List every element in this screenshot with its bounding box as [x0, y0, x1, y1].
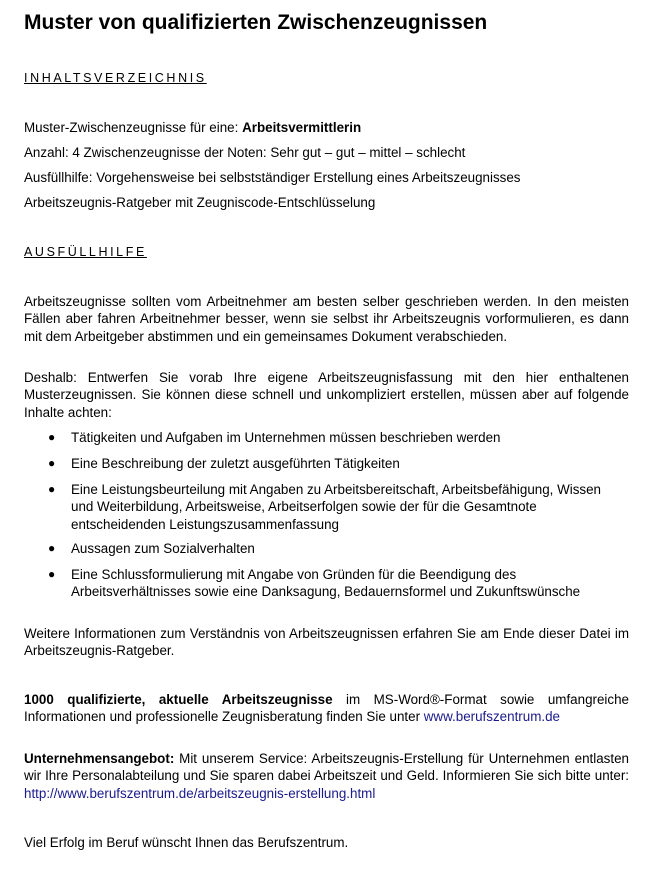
toc-line-profession-prefix: Muster-Zwischenzeugnisse für eine:: [24, 120, 243, 135]
offer-bold: 1000 qualifizierte, aktuelle Arbeitszeugnisse: [24, 692, 333, 707]
bullet-item: Eine Beschreibung der zuletzt ausgeführten Tätigkeiten: [71, 456, 400, 471]
bullet-marker: ●: [48, 430, 56, 444]
company-offer-paragraph: [24, 750, 629, 802]
toc-heading: INHALTSVERZEICHNIS: [24, 71, 207, 85]
help-paragraph-2: Deshalb: Entwerfen Sie vorab Ihre eigene Arbeitszeugnisfassung mit den hier enthaltenen Musterzeugnissen. Sie können diese schnell und unkompliziert erstellen, müssen aber auf folgende Inhalte achten:: [24, 370, 629, 420]
offer-text: im MS-Word®-Format sowie umfangreiche Informationen und professionelle Zeugnisberatung finden Sie unter: [24, 692, 629, 725]
toc-line-profession-bold: Arbeitsvermittlerin: [242, 120, 362, 135]
help-heading: AUSFÜLLHILFE: [24, 245, 147, 259]
document-title: Muster von qualifizierten Zwischenzeugnissen: [24, 11, 488, 34]
toc-line-count: Anzahl: 4 Zwischenzeugnisse der Noten: Sehr gut – gut – mittel – schlecht: [24, 145, 466, 160]
company-offer-text: Mit unserem Service: Arbeitszeugnis-Erstellung für Unternehmen entlasten wir Ihre Personalabteilung und Sie sparen dabei Arbeitszeit und Geld. Informieren Sie sich bitte unter:: [24, 751, 629, 784]
bullet-item: Aussagen zum Sozialverhalten: [71, 541, 255, 556]
toc-line-profession: [24, 119, 630, 136]
closing-line: Viel Erfolg im Beruf wünscht Ihnen das Berufszentrum.: [24, 835, 349, 850]
company-offer-bold: Unternehmensangebot:: [24, 751, 175, 766]
bullet-marker: ●: [48, 482, 56, 496]
company-offer-link[interactable]: http://www.berufszentrum.de/arbeitszeugnis-erstellung.html: [24, 785, 376, 801]
help-paragraph-1: Arbeitszeugnisse sollten vom Arbeitnehmer am besten selber geschrieben werden. In den meisten Fällen aber fahren Arbeitnehmer besser, wenn sie selbst ihr Arbeitszeugnis vorformulieren, es dann mit dem Arbeitgeber abstimmen und ein gemeinsames Dokument verabschieden.: [24, 294, 629, 344]
bullet-marker: ●: [48, 541, 56, 555]
toc-line-guide: Arbeitszeugnis-Ratgeber mit Zeugniscode-Entschlüsselung: [24, 195, 376, 210]
bullet-marker: ●: [48, 567, 56, 581]
offer-paragraph: [24, 691, 629, 726]
bullet-item: Eine Leistungsbeurteilung mit Angaben zu Arbeitsbereitschaft, Arbeitsbefähigung, Wissen und Weiterbildung, Arbeitsweise, Arbeitserfolgen sowie der für die Gesamtnote entscheidenden Leistungszusammenfassung: [71, 482, 602, 532]
bullet-item: Tätigkeiten und Aufgaben im Unternehmen müssen beschrieben werden: [71, 430, 501, 445]
bullet-item: Eine Schlussformulierung mit Angabe von Gründen für die Beendigung des Arbeitsverhältnisses sowie eine Danksagung, Bedauernsformel und Zukunftswünsche: [71, 567, 581, 600]
toc-line-help: Ausfüllhilfe: Vorgehensweise bei selbstständiger Erstellung eines Arbeitszeugnisses: [24, 170, 521, 185]
bullet-marker: ●: [48, 456, 56, 470]
offer-link[interactable]: www.berufszentrum.de: [423, 709, 560, 725]
help-paragraph-3: Weitere Informationen zum Verständnis von Arbeitszeugnissen erfahren Sie am Ende dieser Datei im Arbeitszeugnis-Ratgeber.: [24, 626, 629, 659]
